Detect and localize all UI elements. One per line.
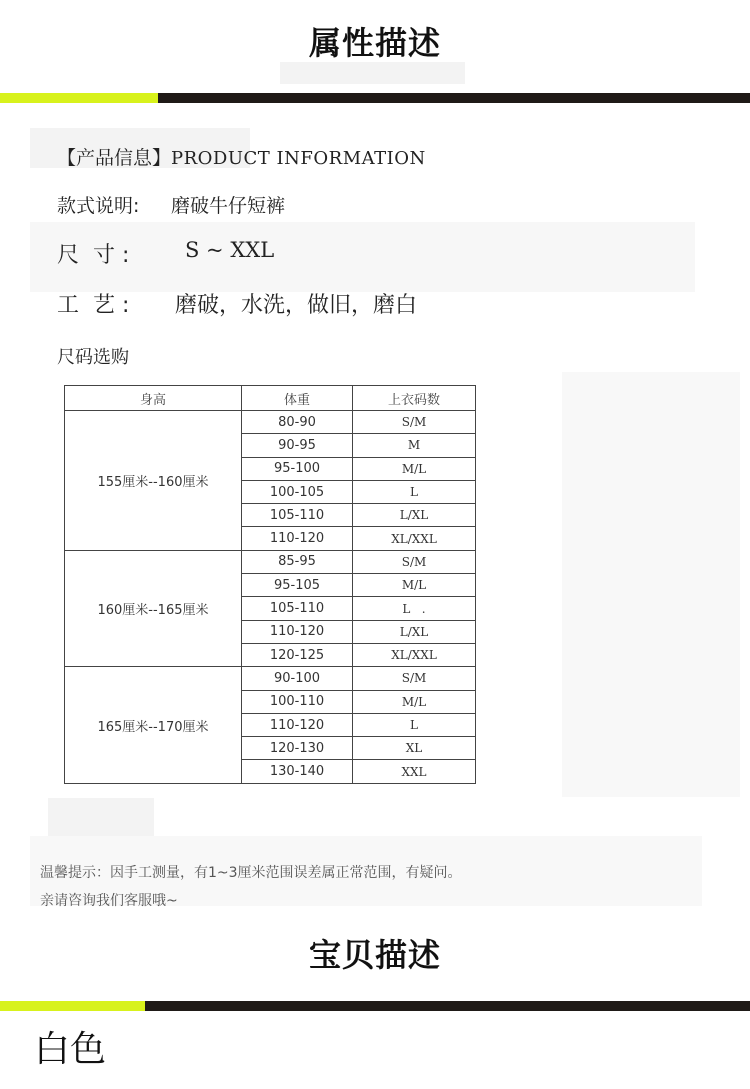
table-header-row [65,386,476,411]
weight-cell: 90-95 [242,434,353,457]
product-info-header-en: PRODUCT INFORMATION [171,148,426,169]
section-divider-bar [0,93,750,103]
weight-cell: 95-100 [242,457,353,480]
product-info-header [57,143,426,170]
weight-cell: 105-110 [242,504,353,527]
size-cell: M/L [353,457,476,480]
header-size: 上衣码数 [353,386,476,411]
tip-line-1: 温馨提示：因手工测量，有1~3厘米范围误差属正常范围，有疑问。 [40,865,462,881]
product-info-header-cn: 【产品信息】 [57,147,172,169]
weight-cell: 105-110 [242,597,353,620]
size-cell: XL [353,737,476,760]
size-cell: XL/XXL [353,527,476,550]
size-chart-table [64,385,476,784]
weight-cell: 95-105 [242,574,353,597]
weight-cell: 120-130 [242,737,353,760]
weight-cell: 110-120 [242,713,353,736]
table-row [65,667,476,690]
tip-line-2: 亲请咨询我们客服哦~ [40,893,178,909]
size-value: S ~ XXL [185,238,275,262]
section-divider-bar [0,1001,750,1011]
attribute-section-title: 属性描述 [308,24,441,62]
weight-cell: 110-120 [242,620,353,643]
size-cell: S/M [353,667,476,690]
size-row [57,238,275,269]
weight-cell: 110-120 [242,527,353,550]
weight-cell: 120-125 [242,643,353,666]
size-cell: L . [353,597,476,620]
size-cell: S/M [353,411,476,434]
background-block [30,222,695,292]
craft-row [57,288,418,319]
height-range-cell: 165厘米--170厘米 [65,667,242,783]
size-cell: L/XL [353,620,476,643]
size-cell: L [353,480,476,503]
weight-cell: 85-95 [242,550,353,573]
size-cell: L/XL [353,504,476,527]
size-cell: XXL [353,760,476,783]
size-cell: L [353,713,476,736]
description-section-title: 宝贝描述 [308,936,441,974]
size-cell: S/M [353,550,476,573]
weight-cell: 80-90 [242,411,353,434]
height-range-cell: 155厘米--160厘米 [65,411,242,551]
divider-accent [0,93,158,103]
weight-cell: 100-105 [242,480,353,503]
style-label: 款式说明: [57,195,140,217]
size-cell: XL/XXL [353,643,476,666]
height-range-cell: 160厘米--165厘米 [65,550,242,666]
header-weight: 体重 [242,386,353,411]
weight-cell: 100-110 [242,690,353,713]
style-value: 磨破牛仔短裤 [171,195,286,217]
color-label: 白色 [34,1029,107,1070]
size-guide-label: 尺码选购 [57,347,129,368]
table-row [65,550,476,573]
craft-value: 磨破，水洗，做旧，磨白 [175,293,418,318]
background-block [280,62,465,84]
size-cell: M [353,434,476,457]
background-block [562,372,740,797]
craft-label: 工 艺 : [57,293,130,318]
weight-cell: 130-140 [242,760,353,783]
header-height: 身高 [65,386,242,411]
style-row [57,191,286,218]
weight-cell: 90-100 [242,667,353,690]
divider-accent [0,1001,145,1011]
table-row [65,411,476,434]
size-label: 尺 寸 : [57,243,130,268]
size-cell: M/L [353,574,476,597]
size-cell: M/L [353,690,476,713]
